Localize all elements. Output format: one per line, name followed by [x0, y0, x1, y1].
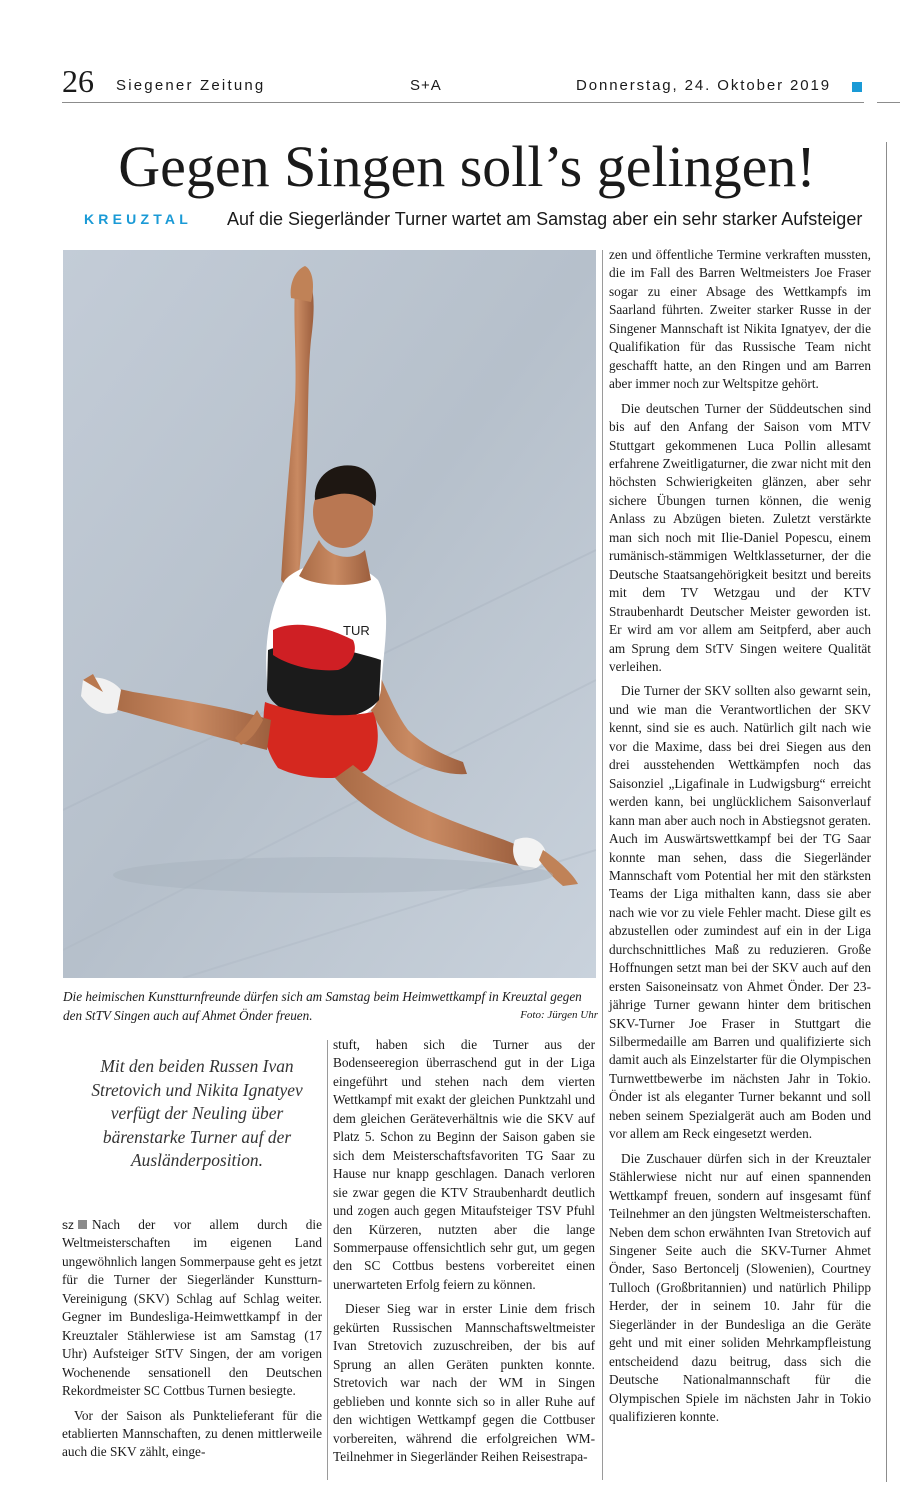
header-divider-right [877, 102, 900, 103]
author-initials: sz [62, 1218, 74, 1232]
paragraph: Die Zuschauer dürfen sich in der Kreuztaler Stählerwiese nicht nur auf einen spannenden Wettkampf freuen, sondern auf insgesamt fünf Teilnehmer an den jüngsten Weltmeisterschaften. Neben dem schon erwähnten Ivan Stretovich auf Singener Seite auch die SKV-Turner Ahmet Önder, Saso Bertoncelj (Slowenien), Courtney Tulloch (Großbritannien) und natürlich Philipp Herder, der in seinem 10. Jahr für die Siegerländer in der Bundesliga an die Geräte geht und mit einer soliden Mehrkampfleistung entscheidend dazu beitrug, dass sich die Deutsche Nationalmannschaft für die Olympischen Spiele im nächsten Jahr in Tokio qualifizieren konnte. [609, 1150, 871, 1425]
article-column-3 [609, 246, 871, 1433]
pull-quote: Mit den beiden Russen Ivan Stretovich und Nikita Ignatyev verfügt der Neuling über bärenstarke Turner auf der Ausländerposition. [91, 1056, 303, 1171]
location-kicker: KREUZTAL [84, 211, 192, 227]
column-rule-1 [327, 1040, 328, 1480]
header-divider [62, 102, 864, 103]
column-rule-2 [602, 250, 603, 1480]
photo-credit: Foto: Jürgen Uhr [520, 1009, 598, 1021]
paragraph [62, 1216, 322, 1401]
paragraph: Vor der Saison als Punktelieferant für die etablierten Mannschaften, zu denen mittlerweile auch die SKV zählt, einge- [62, 1407, 322, 1460]
paragraph: Die deutschen Turner der Süddeutschen sind bis auf den Anfang der Saison vom MTV Stuttgart gekommenen Luca Pollin allesamt erfahrene Zweitligaturner, die zwar nicht mit den höchsten Schwierigkeiten glänzen, aber sehr sichere Übungen turnen können, die wenig Anlass zu Abzügen bieten. Zuletzt verstärkte man sich noch mit Ilie-Daniel Popescu, einem rumänisch-stämmigen Weltklasseturner, der die Deutsche Staatsangehörigkeit besitzt und bereits mit dem TV Wetzgau und der KTV Straubenhardt Deutscher Meister geworden ist. Er wird am vor allem am Seitpferd, aber auch am Sprung dem StTV Singen weitere Qualität verleihen. [609, 400, 871, 674]
paragraph: zen und öffentliche Termine verkraften mussten, die im Fall des Barren Weltmeisters Joe Fraser sogar zu einer Absage des Wettkampfs im Saarland führten. Zweiter starker Russe in der Singener Mannschaft ist Nikita Ignatyev, der die Qualifikation für das Russische Team nicht geschafft hatte, an den Ringen und am Barren aber immer noch zur Weltspitze gehört. [609, 247, 871, 392]
caption-text: Die heimischen Kunstturnfreunde dürfen sich am Samstag beim Heimwettkampf in Kreuztal gegen den StTV Singen auch auf Ahmet Önder freuen. [63, 989, 582, 1023]
article-photo [63, 250, 596, 978]
article-headline: Gegen Singen soll’s gelingen! [118, 134, 816, 199]
article-column-1 [62, 1216, 322, 1468]
page-number: 26 [62, 63, 94, 99]
article-column-2 [333, 1036, 595, 1472]
paragraph: Dieser Sieg war in erster Linie dem frisch gekürten Russischen Mannschaftsweltmeister Ivan Stretovich zuzuschreiben, der bis auf Sprung an allen Geräten punkten konnte. Stretovich war nach der WM in Singen geblieben und konnte sich so in aller Ruhe auf den wichtigen Wettkampf gegen die Cottbuser vorbereiten, während die erfolgreichen WM-Teilnehmer in Siegerländer Reihen Reisestrapa- [333, 1301, 595, 1464]
gymnast-split-illustration [63, 250, 596, 978]
article-subheadline: Auf die Siegerländer Turner wartet am Samstag aber ein sehr starker Aufsteiger [227, 209, 863, 229]
paragraph: Die Turner der SKV sollten also gewarnt sein, und wie man die Verantwortlichen der SKV kennt, sind sie es auch. Natürlich gilt nach wie vor die Maxime, dass bei drei Siegen aus den drei ausstehenden Wettkämpfen noch das Saisonziel „Ligafinale in Ludwigsburg“ erreicht werden kann, bei unglücklichem Saisonverlauf kann man aber auch noch in Abstiegsnot geraten. Auch im Auswärtswettkampf bei der TG Saar konnte man sehen, dass die Siegerländer Mannschaft vom Potential her mit den stärksten Teams der Liga mithalten kann, dass sie aber nach wie vor zu viele Fehler macht. Diese gilt es abzustellen oder zumindest auf ein in der Liga durchschnittliches Maß zu reduzieren. Große Hoffnungen setzt man bei der SKV auch auf den ersten Saisoneinsatz von Ahmet Önder. Der 23-jährige Turner gewann hinter dem britischen SKV-Turner Joe Fraser in Stuttgart die Silbermedaille am Barren und qualifizierte sich damit auch als Einzelstarter für die Olympischen Turnwettbewerbe im nächsten Jahr in Tokio. Önder ist als eleganter Turner bekannt und soll neben seinem Spezialgerät auch am Boden und vor allem am Reck eingesetzt werden. [609, 683, 871, 1142]
page-edge-rule [886, 142, 887, 1482]
accent-square-marker [852, 82, 862, 92]
jersey-text: TUR [343, 623, 370, 638]
paragraph-text: Nach der vor allem durch die Weltmeisterschaften im eigenen Land ungewöhnlich langen Sommerpause geht es jetzt für die Turner der Siegerländer Kunstturn-Vereinigung (SKV) Schlag auf Schlag weiter. Gegner im Bundesliga-Heimwettkampf in der Kreuztaler Stählerwiese ist am Samstag (17 Uhr) Aufsteiger StTV Singen, der am vorigen Wochenende sensationell den Deutschen Rekordmeister SC Cottbus Turnen besiegte. [62, 1217, 322, 1399]
paragraph-square-icon [78, 1220, 87, 1229]
paragraph: stuft, haben sich die Turner aus der Bodenseeregion überraschend gut in der Liga eingeführt und stehen nach dem vierten Wettkampf mit exakt der gleichen Punktzahl und dem gleichen Geräteverhältnis wie die SKV auf Platz 5. Schon zu Beginn der Saison gaben sie sich dem Meisterschaftsfavoriten TG Saar zu Hause nur knapp geschlagen. Danach verloren sie zwar gegen die KTV Straubenhardt deutlich und zogen auch gegen Mitaufsteiger TSV Pfuhl den Kürzeren, nutzten aber die lange Sommerpause offensichtlich sehr gut, um gegen den SC Cottbus bestens vorbereitet einen unerwarteten Erfolg feiern zu können. [333, 1037, 595, 1292]
newspaper-name: Siegener Zeitung [116, 77, 266, 94]
photo-caption [63, 987, 598, 1025]
issue-date: Donnerstag, 24. Oktober 2019 [576, 77, 831, 94]
section-tag: S+A [410, 77, 442, 94]
